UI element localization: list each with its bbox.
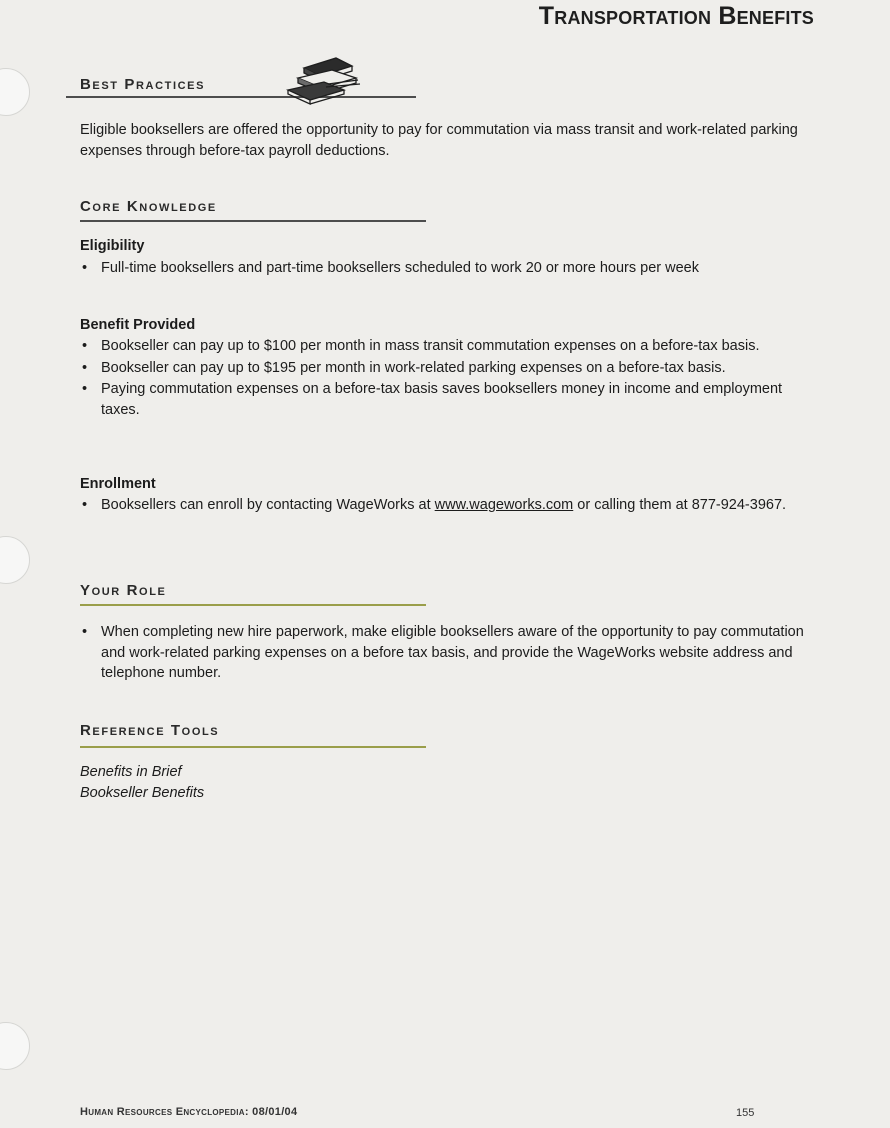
wageworks-link[interactable]: www.wageworks.com — [434, 497, 574, 513]
your-role-list — [80, 622, 815, 685]
best-practices-text: Eligible booksellers are offered the opportunity to pay for commutation via mass transit and work-related parking expenses through before-tax payroll deductions. — [80, 122, 798, 159]
list-item: • Bookseller can pay up to $195 per month in work-related parking expenses on a before-tax basis. — [80, 358, 815, 379]
enrollment-text-after: or calling them at 877-924-3967. — [573, 497, 787, 513]
benefit-provided-heading: Benefit Provided — [80, 317, 196, 333]
section-divider — [80, 746, 426, 748]
footer-encyclopedia-label: Human Resources Encyclopedia: 08/01/04 — [80, 1106, 298, 1118]
page-title: Transportation Benefits — [538, 2, 814, 30]
enrollment-text-before: Booksellers can enroll by contacting WageWorks at — [101, 497, 435, 513]
reference-item: Bookseller Benefits — [80, 785, 205, 801]
binder-hole — [0, 536, 30, 584]
list-item: • When completing new hire paperwork, make eligible booksellers aware of the opportunity to pay commutation and work-related parking expenses on a before tax basis, and provide the WageWorks website address and telephone number. — [80, 622, 815, 684]
books-stack-icon — [284, 54, 364, 106]
section-divider — [80, 604, 426, 606]
list-item — [80, 495, 815, 516]
best-practices-heading: Best Practices — [80, 76, 206, 93]
enrollment-heading: Enrollment — [80, 476, 156, 492]
core-knowledge-heading: Core Knowledge — [80, 198, 217, 215]
binder-hole — [0, 68, 30, 116]
enrollment-list — [80, 495, 815, 517]
section-divider — [80, 220, 426, 222]
footer-page-number: 155 — [736, 1107, 755, 1119]
reference-tools-list — [80, 762, 204, 804]
binder-hole — [0, 1022, 30, 1070]
list-item: • Full-time booksellers and part-time booksellers scheduled to work 20 or more hours per week — [80, 258, 800, 279]
eligibility-heading: Eligibility — [80, 238, 145, 254]
reference-tools-heading: Reference Tools — [80, 722, 220, 739]
your-role-heading: Your Role — [80, 582, 167, 599]
list-item: • Paying commutation expenses on a before-tax basis saves booksellers money in income and employment taxes. — [80, 379, 815, 420]
eligibility-list — [80, 258, 800, 280]
reference-item: Benefits in Brief — [80, 764, 182, 780]
benefit-provided-list — [80, 336, 815, 421]
list-item: • Bookseller can pay up to $100 per month in mass transit commutation expenses on a before-tax basis. — [80, 336, 815, 357]
